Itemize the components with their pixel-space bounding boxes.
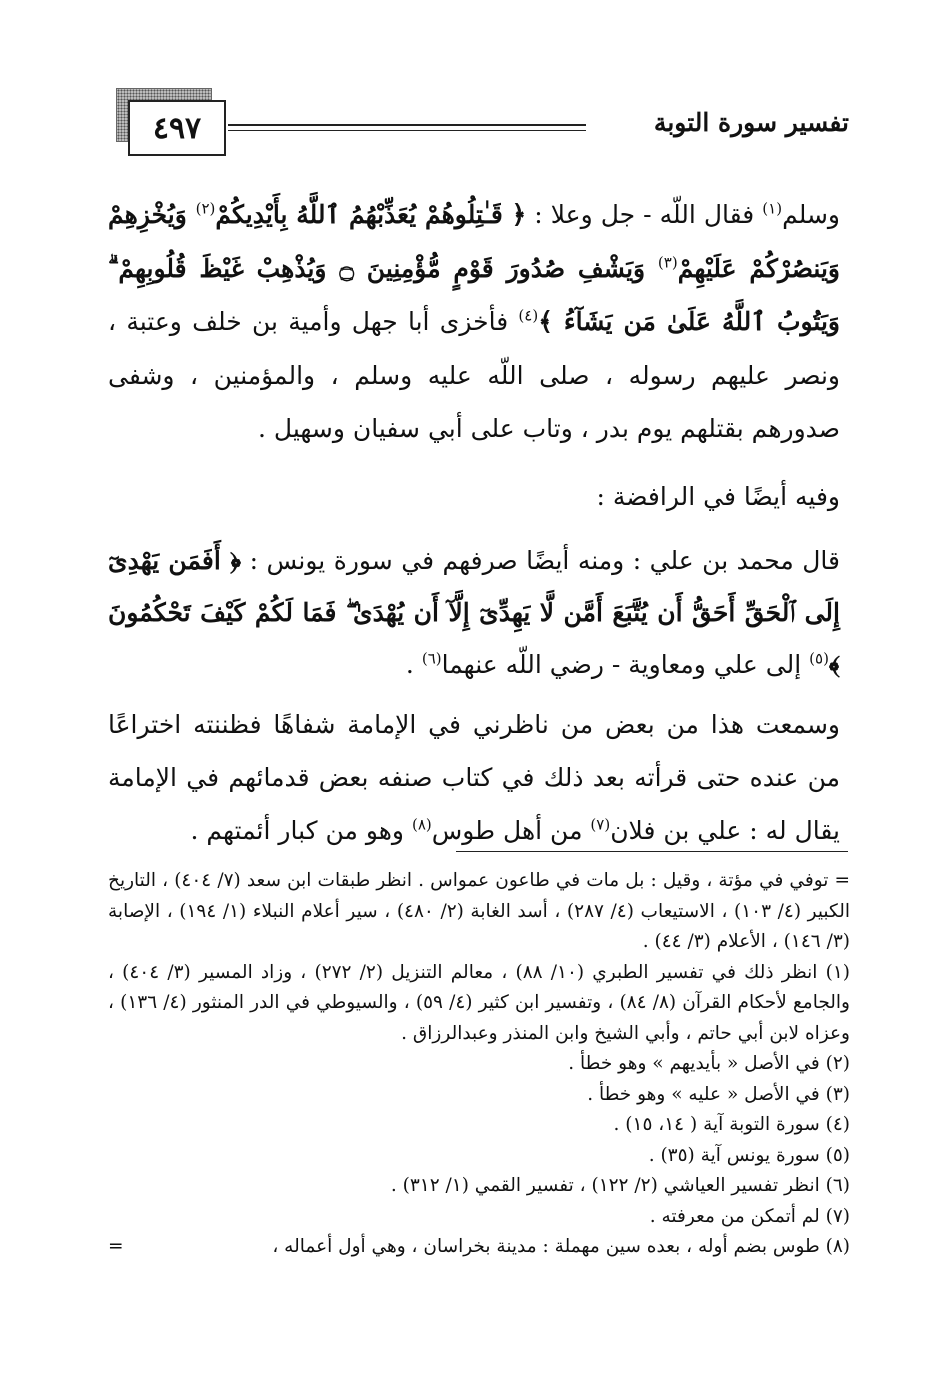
paragraph-4 [108, 698, 840, 857]
footnote-2: (٢) في الأصل « بأيديهم » وهو خطأ . [568, 1053, 850, 1074]
footnote-1: (١) انظر ذلك في تفسير الطبري (١٠/ ٨٨) ، معالم التنزيل (٢/ ٢٧٢) ، وزاد المسير (٣/ ٤٠٤) ، والجامع لأحكام القرآن (٨/ ٨٤) ، وتفسير ابن كثير (٤/ ٥٩) ، والسيوطي في الدر المنثور (٤/ ١٣٦) ، وعزاه لابن أبي حاتم ، وأبي الشيخ وابن المنذر وعبدالرزاق . [108, 961, 850, 1044]
footnote-6: (٦) انظر تفسير العياشي (٢/ ١٢٢) ، تفسير القمي (١/ ٣١٢) . [390, 1175, 850, 1196]
text: . [405, 650, 422, 679]
paragraph-2: وفيه أيضًا في الرافضة : [596, 482, 840, 511]
quran-verse: وَيُخْزِهِمْ وَيَنصُرْكُمْ عَلَيْهِمْ [108, 200, 841, 283]
footnote-marker: (٤) [518, 306, 539, 325]
footnote-3: (٣) في الأصل « عليه » وهو خطأ . [587, 1083, 850, 1105]
footnote-marker: (٦) [421, 649, 442, 668]
text: من أهل طوس [431, 816, 591, 845]
header-rule [228, 124, 586, 126]
text: فقال اللّه - جل وعلا : [526, 200, 763, 229]
footnote-marker: (٥) [809, 649, 829, 668]
footnote-marker: (٢) [195, 199, 216, 218]
text: فأخزى أبا جهل وأمية بن خلف وعتبة ، ونصر عليهم رسوله ، صلى اللّه عليه وسلم ، والمؤمنين ، وشفى صدورهم بقتلهم يوم بدر ، وتاب على أبي سفيان وسهيل . [108, 307, 840, 443]
paragraph-1 [108, 188, 840, 456]
text: قال محمد بن علي : ومنه أيضًا صرفهم في سورة يونس : [241, 546, 840, 575]
text: وسمعت هذا من بعض من ناظرني في الإمامة شفاهًا فظننته اختراعًا من عنده حتى قرأته بعد ذلك في كتاب صنفه بعض قدمائهم في الإمامة يقال له : علي بن فلان [108, 710, 840, 845]
text: إلى علي ومعاوية - رضي اللّه عنهما [441, 650, 810, 679]
footnote-marker: (٧) [590, 815, 611, 834]
footnote-marker: (٣) [657, 253, 678, 272]
footnote-5: (٥) سورة يونس آية (٣٥) . [648, 1144, 850, 1166]
text: وسلم [782, 200, 840, 229]
footnote-marker: (١) [762, 199, 783, 218]
footnote-8: (٨) طوس بضم أوله ، بعده سين مهملة : مدينة بخراسان ، وهي أول أعماله ، [272, 1236, 850, 1257]
running-title: تفسير سورة التوبة [653, 108, 849, 137]
footnote-marker: (٨) [411, 815, 432, 834]
quran-verse: ﴿ أَفَمَن يَهْدِىٓ إِلَى ٱلْحَقِّ أَحَقُّ أَن يُتَّبَعَ أَمَّن لَّا يَهِدِّىٓ إِلَّآ أَن يُهْدَىٰ ۖ فَمَا لَكُمْ كَيْفَ تَحْكُمُونَ ﴾ [108, 546, 840, 679]
header-rule-thin [228, 130, 586, 131]
quran-verse: ﴿ قَـٰتِلُوهُمْ يُعَذِّبْهُمُ ٱللَّهُ بِأَيْدِيكُمْ [215, 200, 527, 229]
paragraph-3 [108, 535, 840, 691]
quran-verse: وَيَشْفِ صُدُورَ قَوْمٍ مُّؤْمِنِينَ ۝ وَيُذْهِبْ غَيْظَ قُلُوبِهِمْ ۗ وَيَتُوبُ ٱللَّهُ عَلَىٰ مَن يَشَآءُ ﴾ [108, 253, 840, 336]
footnote-8-line [108, 1232, 850, 1263]
text: وهو من كبار أئمتهم . [190, 816, 412, 845]
footnote-4: (٤) سورة التوبة آية ( ١٤، ١٥) . [613, 1114, 850, 1135]
footnote-continuation: = توفي في مؤتة ، وقيل : بل مات في طاعون عمواس . انظر طبقات ابن سعد (٧/ ٤٠٤) ، التاريخ الكبير (٤/ ١٠٣) ، الاستيعاب (٤/ ٢٨٧) ، أسد الغابة (٢/ ٤٨٠) ، سير أعلام النبلاء (١/ ١٩٤) ، الإصابة (٣/ ١٤٦) ، الأعلام (٣/ ٤٤) . [108, 870, 850, 952]
continuation-mark: = [108, 1236, 124, 1257]
page-number: ٤٩٧ [128, 100, 226, 156]
footnote-divider [456, 851, 848, 852]
footnote-7: (٧) لم أتمكن من معرفته . [649, 1205, 850, 1227]
footnotes [108, 866, 850, 1263]
